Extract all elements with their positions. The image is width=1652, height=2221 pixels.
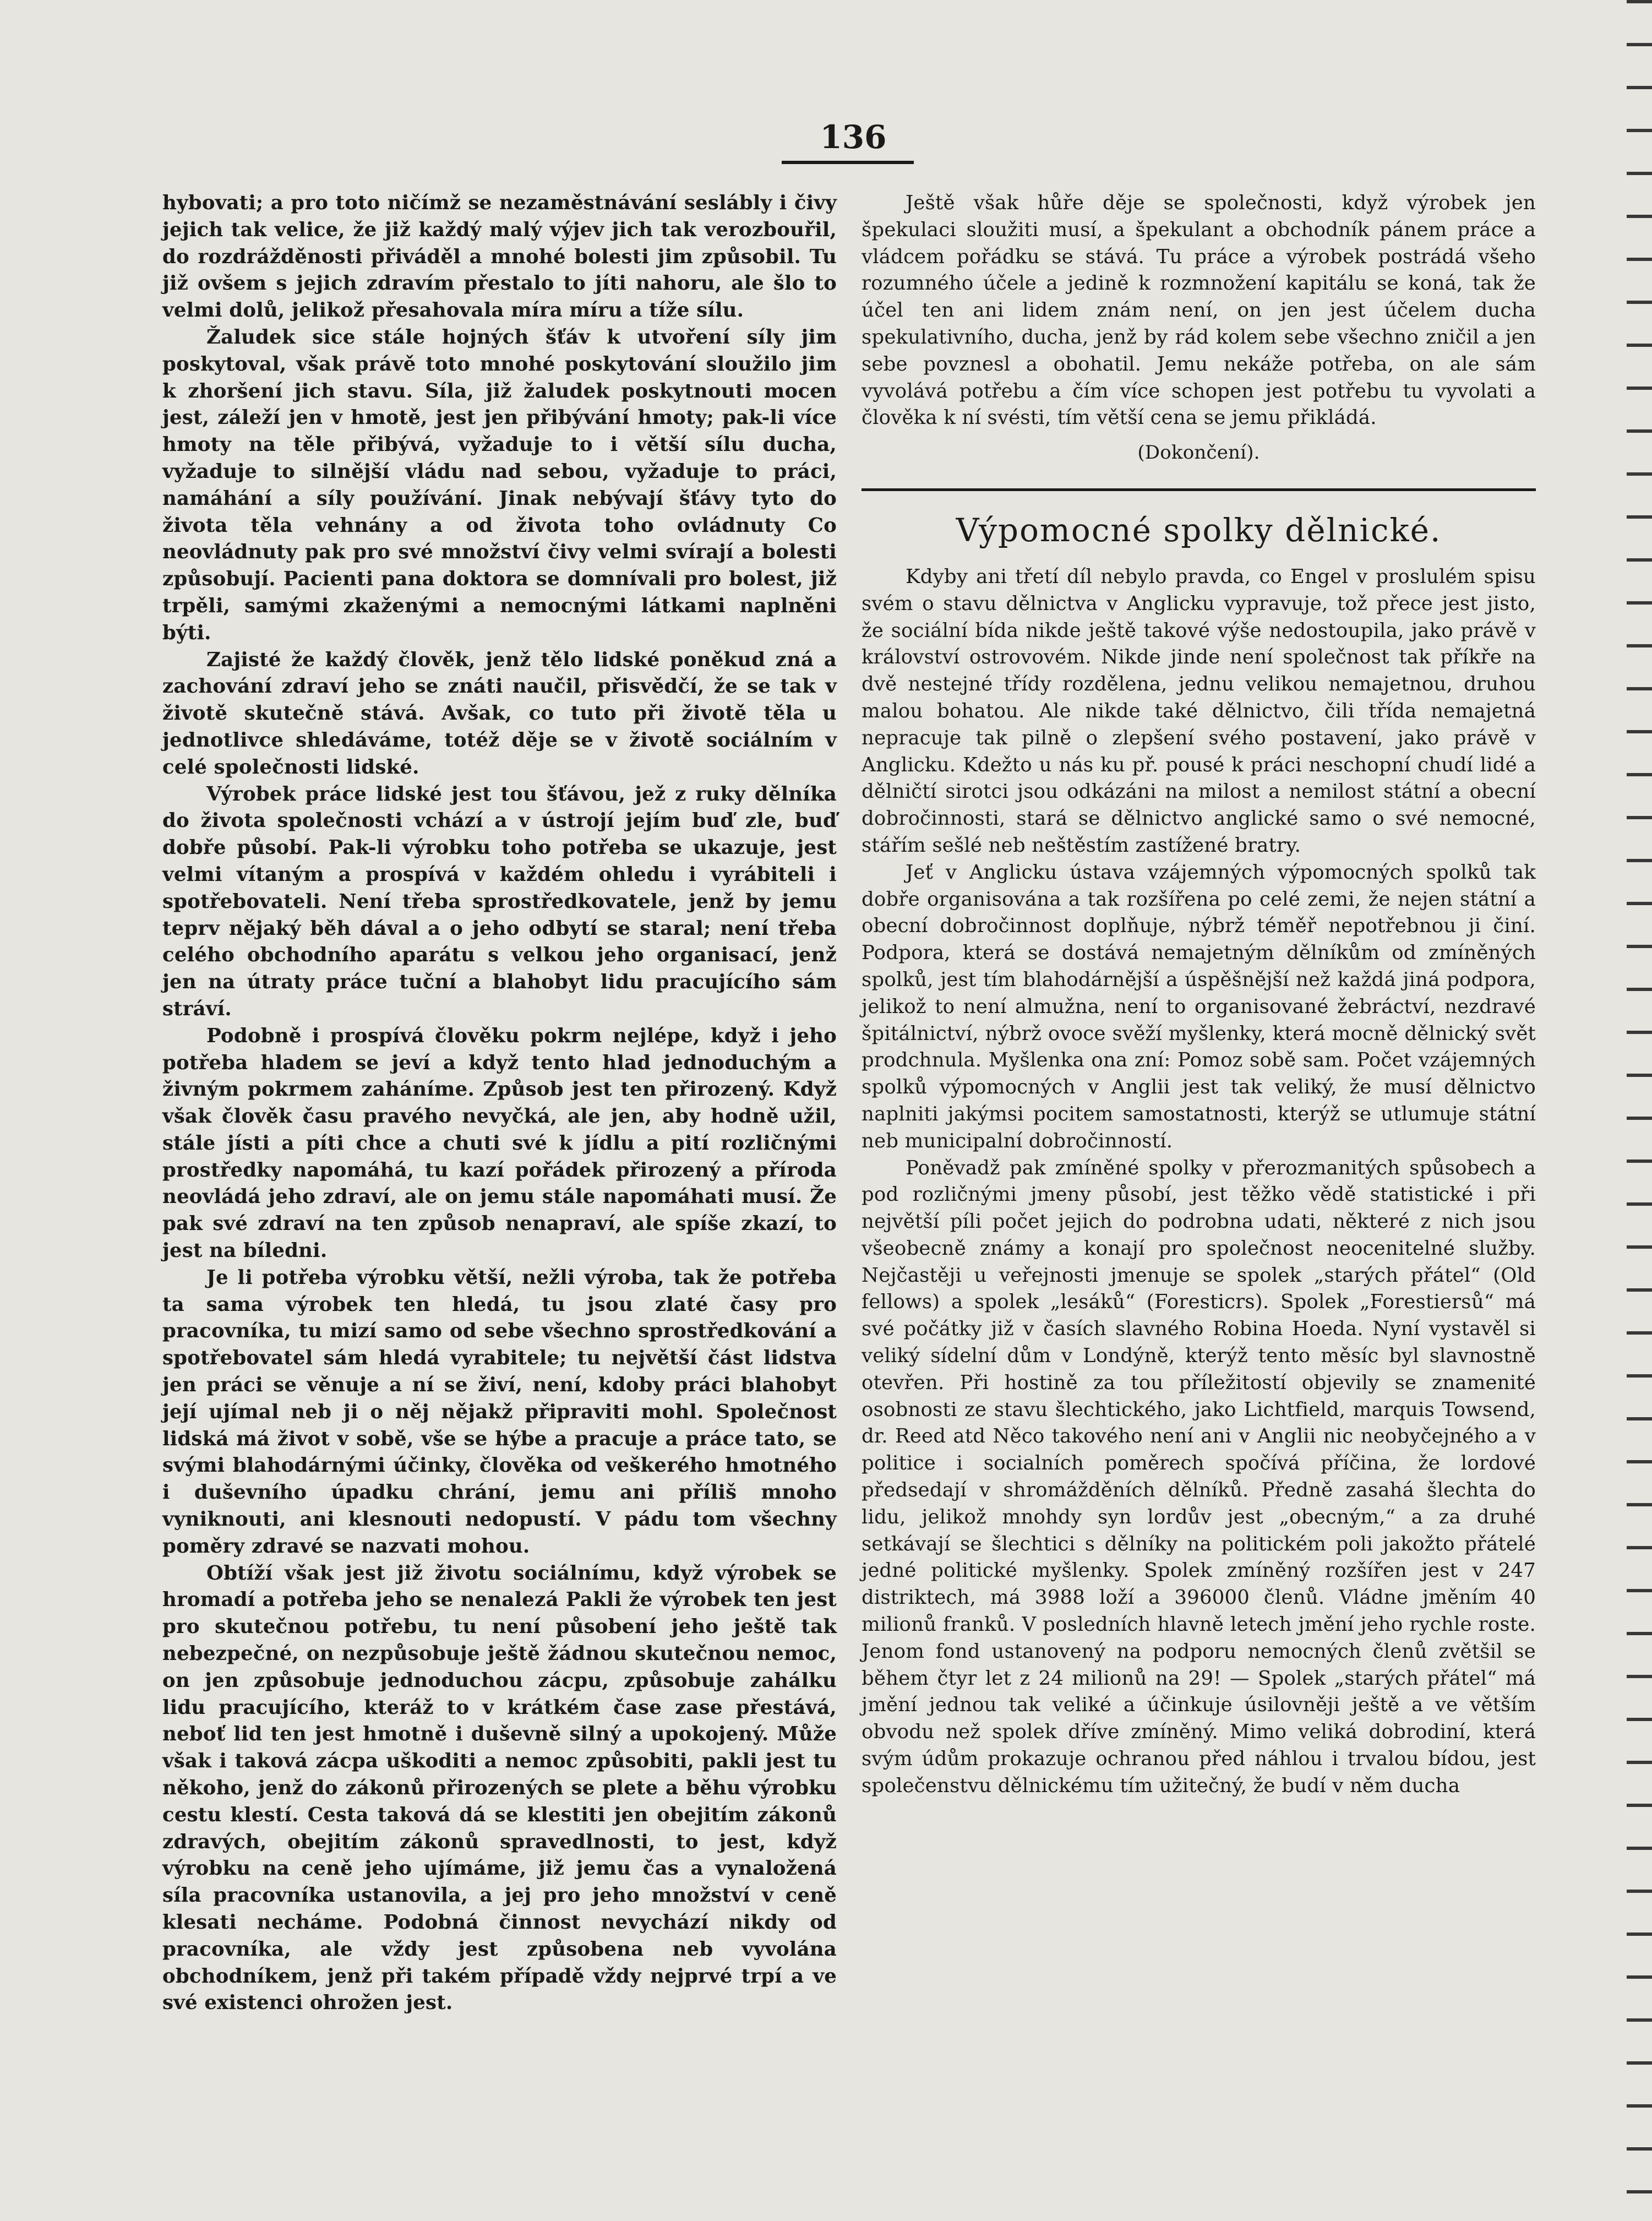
section-paragraph: Jeť v Anglicku ústava vzájemných výpomocných spolků tak dobře organisována a tak rozšířena po celé zemi, že nejen státní a obecní dobročinnost doplňuje, nýbrž téměř nepotřebnou ji činí. Podpora, která se dostává nemajetným dělníkům od zmíněných spolků, jest tím blahodárnější a úspěšnější než každá jiná podpora, jelikož to není almužna, není to organisované žebráctví, nezdravé špitálnictví, nýbrž ovoce svěží myšlenky, která mocně dělnický svět prodchnula. Myšlenka ona zní: Pomoz sobě sam. Počet vzájemných spolků výpomocných v Anglii jest tak veliký, že musí dělnictvo naplniti jakýmsi pocitem samostatnosti, kterýž se utlumuje státní neb municipalní dobročinností. — [862, 861, 1536, 1152]
left-column — [162, 190, 837, 2017]
left-paragraph: Podobně i prospívá člověku pokrm nejlépe, když i jeho potřeba hladem se jeví a když tento hlad jednoduchým a živným pokrmem zaháníme. Způsob jest ten přirozený. Když však člověk času pravého nevyčká, ale jen, aby hodně užil, stále jísti a píti chce a chuti své k jídlu a pití rozličnými prostředky napomáhá, tu kazí pořádek přirozený a příroda neovládá jeho zdraví, ale on jemu stále napomáhati musí. Že pak své zdraví na ten způsob nenapraví, ale spíše zkazí, to jest na bíledni. — [162, 1024, 837, 1262]
left-paragraph: Žaludek sice stále hojných šťáv k utvoření síly jim poskytoval, však právě toto mnohé poskytování sloužilo jim k zhoršení jich stavu. Síla, již žaludek poskytnouti mocen jest, záleží jen v hmotě, jest jen přibývání hmoty; pak-li více hmoty na těle přibývá, vyžaduje to i větší sílu ducha, vyžaduje to silnější vládu nad sebou, vyžaduje to práci, namáhání a síly používání. Jinak nebývají šťávy tyto do života těla vehnány a od života toho ovládnuty Co neovládnuty pak pro své množství čivy velmi svírají a bolesti způsobují. Pacienti pana doktora se domnívali pro bolest, již trpěli, samými zkaženými a nemocnými látkami naplněni býti. — [162, 325, 837, 644]
left-paragraph: Výrobek práce lidské jest tou šťávou, jež z ruky dělníka do života společnosti vchází a v ústrojí jejím buď zle, buď dobře působí. Pak-li výrobku toho potřeba se ukazuje, jest velmi vítaným a prospívá v každém ohledu i vyrábiteli i spotřebovateli. Není třeba sprostředkovatele, jenž by jemu teprv nějaký běh dával a o jeho odbytí se staral; není třeba celého obchodního aparátu s velkou jeho organisací, jenž jen na útraty práce tuční a blahobyt lidu pracujícího sám stráví. — [162, 782, 837, 1020]
section-divider — [862, 488, 1536, 491]
section-paragraph: Kdyby ani třetí díl nebylo pravda, co Engel v proslulém spisu svém o stavu dělnictva v Anglicku vypravuje, tož přece jest jisto, že sociální bída nikde ještě takové výše nedostoupila, jako právě v království ostrovovém. Nikde jinde není společnost tak příkře na dvě nestejné třídy rozdělena, jednu velikou nemajetnou, druhou malou bohatou. Ale nikde také dělnictvo, čili třída nemajetná nepracuje tak pilně o zlepšení svého postavení, jako právě v Anglicku. Kdežto u nás ku př. pousé k práci neschopní chudí lidé a dělničtí sirotci jsou odkázáni na milost a nemilost státní a obecní dobročinnosti, stará se dělnictvo anglické samo o své nemocné, stářím sešlé neb neštěstím zastížené bratry. — [862, 565, 1536, 857]
left-paragraph: hybovati; a pro toto ničímž se nezaměstnávání seslábly i čivy jejich tak velice, že již každý malý výjev jich tak verozbouřil, do rozdrážděnosti přiváděl a mnohé bolesti jim způsobil. Tu již ovšem s jejich zdravím přestalo to jíti nahoru, ale šlo to velmi dolů, jelikož přesahovala míra míru a tíže sílu. — [162, 192, 837, 322]
section-title: Výpomocné spolky dělnické. — [956, 511, 1442, 549]
section-paragraph: Poněvadž pak zmíněné spolky v přerozmanitých spůsobech a pod rozličnými jmeny působí, jest těžko vědě statistické i při největší píli počet jejich do podrobna udati, některé z nich jsou všeobecně známy a konají pro společnost neocenitelné služby. Nejčastěji u veřejnosti jmenuje se spolek „starých přátel“ (Old fellows) a spolek „lesáků“ (Foresticrs). Spolek „Forestiersů“ má své počátky již v časích slavného Robina Hoeda. Nyní vystavěl si veliký sídelní dům v Londýně, kterýž tento měsíc byl slavnostně otevřen. Při hostině za tou příležitostí objevily se znamenité osobnosti ze stavu šlechtického, jako Lichtfield, marquis Towsend, dr. Reed atd Něco takového není ani v Anglii nic neobyčejného a v politice i socialních poměrech spočívá příčina, že lordové předsedají v shromážděních dělníků. Předně zasahá šlechta do lidu, jelikož mnohdy syn lordův jest „obecným,“ a za druhé setkávají se šlechtici s dělníky na politickém poli jakožto přátelé jedné politické myšlenky. Spolek zmíněný rozšířen jest v 247 distriktech, má 3988 loží a 396000 členů. Vládne jměním 40 milionů franků. V posledních hlavně letech jmění jeho rychle roste. Jenom fond ustanovený na podporu nemocných členů zvětšil se během čtyr let z 24 milionů na 29! — Spolek „starých přátel“ má jmění jednou tak veliké a účinkuje úsilovněji ještě a ve větším obvodu než spolek dříve zmíněný. Mimo veliká dobrodiní, která svým údům prokazuje ochranou před náhlou i trvalou bídou, jest společenstvu dělnickému tím užitečný, že budí v něm ducha — [862, 1156, 1536, 1797]
page-number-rule — [782, 161, 914, 164]
left-paragraph: Obtíží však jest již životu sociálnímu, když výrobek se hromadí a potřeba jeho se nenalezá Pakli že výrobek ten jest pro skutečnou potřebu, tu není působení jeho ještě tak nebezpečné, on nezpůsobuje ještě žádnou skutečnou nemoc, on jen způsobuje jednoduchou zácpu, způsobuje zahálku lidu pracujícího, kteráž to v krátkém čase zase přestává, neboť lid ten jest hmotně i duševně silný a upokojený. Může však i taková zácpa uškoditi a nemoc způsobiti, pakli jest tu někoho, jenž do zákonů přirozených se plete a běhu výrobku cestu klestí. Cesta taková dá se klestiti jen obejitím zákonů zdravých, obejitím zákonů spravedlnosti, to jest, když výrobku na ceně jeho ujímáme, již jemu čas a vynaložená síla pracovníka ustanovila, a jej pro jeho množství v ceně klesati necháme. Podobná činnost nevychází nikdy od pracovníka, ale vždy jest způsobena neb vyvolána obchodníkem, jenž při takém případě vždy nejprvé trpí a ve své existenci ohrožen jest. — [162, 1561, 837, 2015]
right-intro-paragraph: Ještě však hůře děje se společnosti, když výrobek jen špekulaci sloužiti musí, a špekulant a obchodník pánem práce a vládcem pořádku se stává. Tu práce a výrobek postrádá všeho rozumného účele a jedině k rozmnožení kapitálu se koná, tak že účel ten ani lidem znám není, on jen jest účelem ducha spekulativního, ducha, jenž by rád kolem sebe všechno zničil a jen sebe povznesl a obohatil. Jemu nekáže potřeba, on ale sám vyvolává potřebu a čím více schopen jest potřebu tu vyvolati a člověka k ní svésti, tím větší cena se jemu přikládá. — [862, 192, 1536, 429]
page-edge-marks — [1627, 0, 1652, 2221]
left-paragraph: Zajisté že každý člověk, jenž tělo lidské poněkud zná a zachování zdraví jeho se znáti naučil, přisvědčí, že se tak v životě skutečně stává. Avšak, co tuto při životě těla u jednotlivce shledáváme, totéž děje se v životě sociálním v celé společnosti lidské. — [162, 648, 837, 779]
page-number: 136 — [820, 118, 887, 156]
right-column — [862, 190, 1536, 1800]
continuation-note: (Dokončení). — [1137, 442, 1260, 464]
left-paragraph: Je li potřeba výrobku větší, nežli výroba, tak že potřeba ta sama výrobek ten hledá, tu jsou zlaté časy pro pracovníka, tu mizí samo od sebe všechno sprostředkování a spotřebovatel sám hledá vyrabitele; tu největší část lidstva jen práci se věnuje a ní se živí, není, kdoby práci blahobyt její ujímal neb ji o něj nějakž připraviti mohl. Společnost lidská má život v sobě, vše se hýbe a pracuje a práce tato, se svými blahodárnými účinky, člověka od veškerého hmotného i duševního úpadku chrání, jemu ani příliš mnoho vyniknouti, ani klesnouti nedopustí. V pádu tom všechny poměry zdravé se nazvati mohou. — [162, 1266, 837, 1558]
